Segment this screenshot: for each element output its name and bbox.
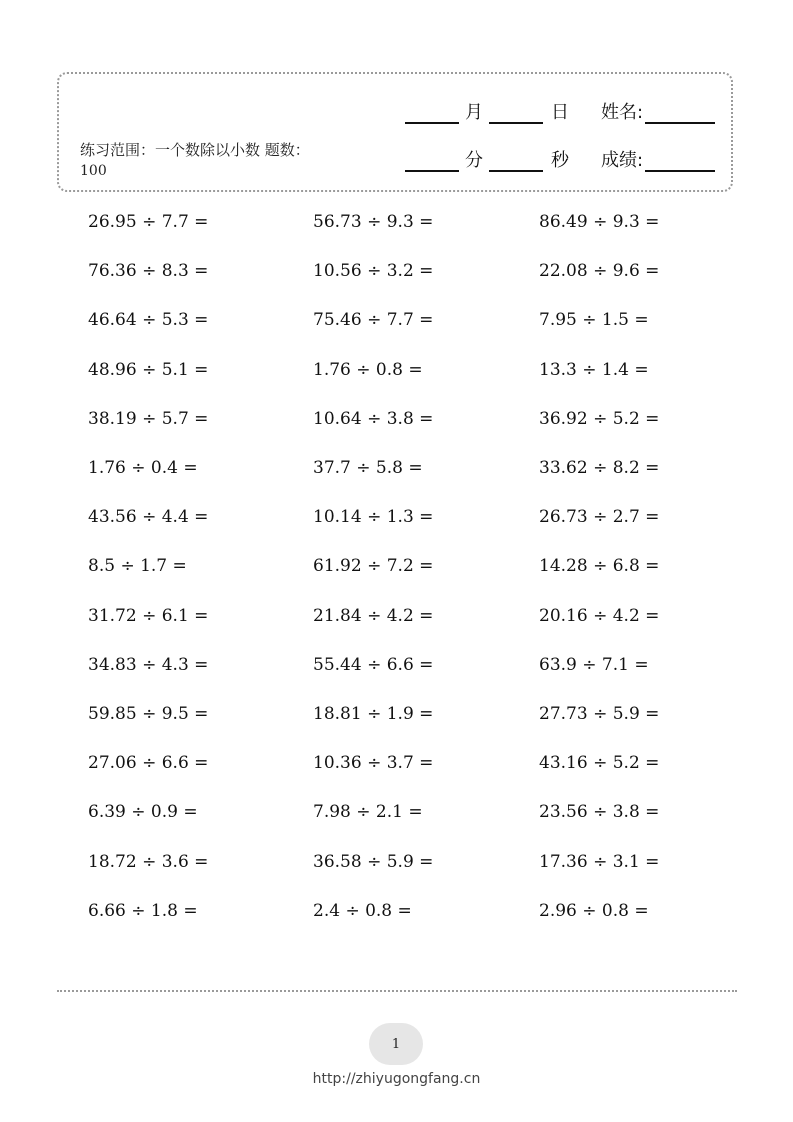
problem-item: 55.44 ÷ 6.6 = — [313, 655, 434, 675]
problem-item: 22.08 ÷ 9.6 = — [539, 261, 660, 281]
problem-item: 13.3 ÷ 1.4 = — [539, 360, 649, 380]
problem-item: 59.85 ÷ 9.5 = — [88, 704, 209, 724]
problem-item: 10.64 ÷ 3.8 = — [313, 409, 434, 429]
problem-item: 1.76 ÷ 0.4 = — [88, 458, 198, 478]
problem-item: 46.64 ÷ 5.3 = — [88, 310, 209, 330]
problem-item: 36.58 ÷ 5.9 = — [313, 852, 434, 872]
problem-item: 36.92 ÷ 5.2 = — [539, 409, 660, 429]
score-label: 成绩: — [601, 150, 644, 171]
problem-item: 7.98 ÷ 2.1 = — [313, 802, 423, 822]
problem-item: 21.84 ÷ 4.2 = — [313, 606, 434, 626]
problem-item: 43.56 ÷ 4.4 = — [88, 507, 209, 527]
problem-item: 10.36 ÷ 3.7 = — [313, 753, 434, 773]
problem-item: 10.56 ÷ 3.2 = — [313, 261, 434, 281]
problem-item: 34.83 ÷ 4.3 = — [88, 655, 209, 675]
problem-count: 100 — [80, 163, 107, 179]
problem-item: 75.46 ÷ 7.7 = — [313, 310, 434, 330]
problem-item: 31.72 ÷ 6.1 = — [88, 606, 209, 626]
footer-url: http://zhiyugongfang.cn — [312, 1071, 481, 1087]
problem-item: 1.76 ÷ 0.8 = — [313, 360, 423, 380]
problem-item: 18.72 ÷ 3.6 = — [88, 852, 209, 872]
problem-item: 27.06 ÷ 6.6 = — [88, 753, 209, 773]
minute-label: 分 — [465, 150, 483, 171]
problem-item: 63.9 ÷ 7.1 = — [539, 655, 649, 675]
problem-item: 6.39 ÷ 0.9 = — [88, 802, 198, 822]
page-number-text: 1 — [391, 1036, 401, 1052]
problem-item: 17.36 ÷ 3.1 = — [539, 852, 660, 872]
problem-item: 37.7 ÷ 5.8 = — [313, 458, 423, 478]
page-number — [369, 1023, 423, 1065]
day-label: 日 — [551, 102, 569, 123]
month-label: 月 — [465, 102, 483, 123]
second-label: 秒 — [551, 150, 569, 171]
problem-item: 86.49 ÷ 9.3 = — [539, 212, 660, 232]
problem-item: 2.4 ÷ 0.8 = — [313, 901, 412, 921]
problem-item: 14.28 ÷ 6.8 = — [539, 556, 660, 576]
problem-item: 76.36 ÷ 8.3 = — [88, 261, 209, 281]
problem-item: 56.73 ÷ 9.3 = — [313, 212, 434, 232]
problem-item: 33.62 ÷ 8.2 = — [539, 458, 660, 478]
problem-item: 20.16 ÷ 4.2 = — [539, 606, 660, 626]
problem-item: 23.56 ÷ 3.8 = — [539, 802, 660, 822]
problem-item: 6.66 ÷ 1.8 = — [88, 901, 198, 921]
problem-item: 48.96 ÷ 5.1 = — [88, 360, 209, 380]
bottom-divider — [57, 990, 737, 992]
practice-range-text: 练习范围：一个数除以小数 题数： — [80, 141, 310, 159]
problem-item: 61.92 ÷ 7.2 = — [313, 556, 434, 576]
problem-item: 2.96 ÷ 0.8 = — [539, 901, 649, 921]
problem-item: 27.73 ÷ 5.9 = — [539, 704, 660, 724]
problem-item: 10.14 ÷ 1.3 = — [313, 507, 434, 527]
problem-item: 18.81 ÷ 1.9 = — [313, 704, 434, 724]
problem-item: 7.95 ÷ 1.5 = — [539, 310, 649, 330]
problem-item: 26.73 ÷ 2.7 = — [539, 507, 660, 527]
problem-item: 43.16 ÷ 5.2 = — [539, 753, 660, 773]
name-label: 姓名: — [601, 102, 644, 123]
problem-item: 26.95 ÷ 7.7 = — [88, 212, 209, 232]
problem-item: 38.19 ÷ 5.7 = — [88, 409, 209, 429]
problem-item: 8.5 ÷ 1.7 = — [88, 556, 187, 576]
